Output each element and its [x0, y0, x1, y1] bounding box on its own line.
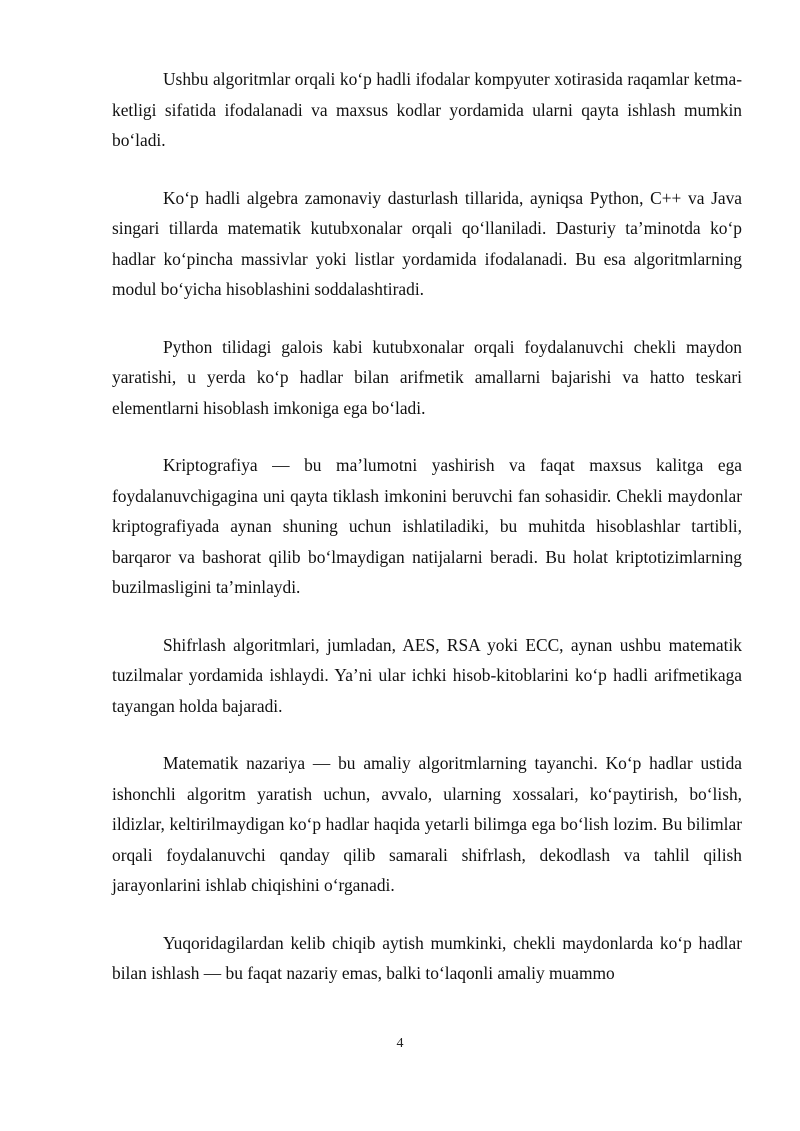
paragraph-3: Python tilidagi galois kabi kutubxonalar orqali foydalanuvchi chekli maydon yaratishi, u yerda ko‘p hadlar bilan arifmetik amallarni bajarishi va hatto teskari elementlarni hisoblash imkoniga ega bo‘ladi. — [112, 336, 742, 418]
paragraph-6: Matematik nazariya — bu amaliy algoritmlarning tayanchi. Ko‘p hadlar ustida ishonchli algoritm yaratish uchun, avvalo, ularning xossalari, ko‘paytirish, bo‘lish, ildizlar, keltirilmaydigan ko‘p hadlar haqida yetarli bilimga ega bo‘lish lozim. Bu bilimlar orqali foydalanuvchi qanday qilib samarali shifrlash, dekodlash va tahlil qilish jarayonlarini ishlab chiqishini o‘rganadi. — [112, 753, 742, 895]
paragraph-1: Ushbu algoritmlar orqali ko‘p hadli ifodalar kompyuter xotirasida raqamlar ketma-ketligi sifatida ifodalanadi va maxsus kodlar yordamida ularni qayta ishlash mumkin bo‘ladi. — [112, 69, 742, 150]
paragraph-4: Kriptografiya — bu ma’lumotni yashirish va faqat maxsus kalitga ega foydalanuvchigagina uni qayta tiklash imkonini beruvchi fan sohasidir. Chekli maydonlar kriptografiyada aynan shuning uchun ishlatiladiki, bu muhitda hisoblashlar tartibli, barqaror va bashorat qilib bo‘lmaydigan natijalarni beradi. Bu holat kriptotizimlarning buzilmasligini ta’minlaydi. — [112, 455, 742, 597]
paragraph-7: Yuqoridagilardan kelib chiqib aytish mumkinki, chekli maydonlarda ko‘p hadlar bilan ishlash — bu faqat nazariy emas, balki to‘laqonli amaliy muammo — [112, 932, 742, 983]
paragraph-5: Shifrlash algoritmlari, jumladan, AES, RSA yoki ECC, aynan ushbu matematik tuzilmalar yordamida ishlaydi. Ya’ni ular ichki hisob-kitoblarini ko‘p hadli arifmetikaga tayangan holda bajaradi. — [112, 634, 742, 716]
paragraph-2: Ko‘p hadli algebra zamonaviy dasturlash tillarida, ayniqsa Python, C++ va Java singari tillarda matematik kutubxonalar orqali qo‘llaniladi. Dasturiy ta’minotda ko‘p hadlar ko‘pincha massivlar yoki listlar yordamida ifodalanadi. Bu esa algoritmlarning modul bo‘yicha hisoblashini soddalashtiradi. — [112, 187, 742, 299]
document-page — [112, 64, 742, 989]
page-number: 4 — [396, 1036, 404, 1051]
